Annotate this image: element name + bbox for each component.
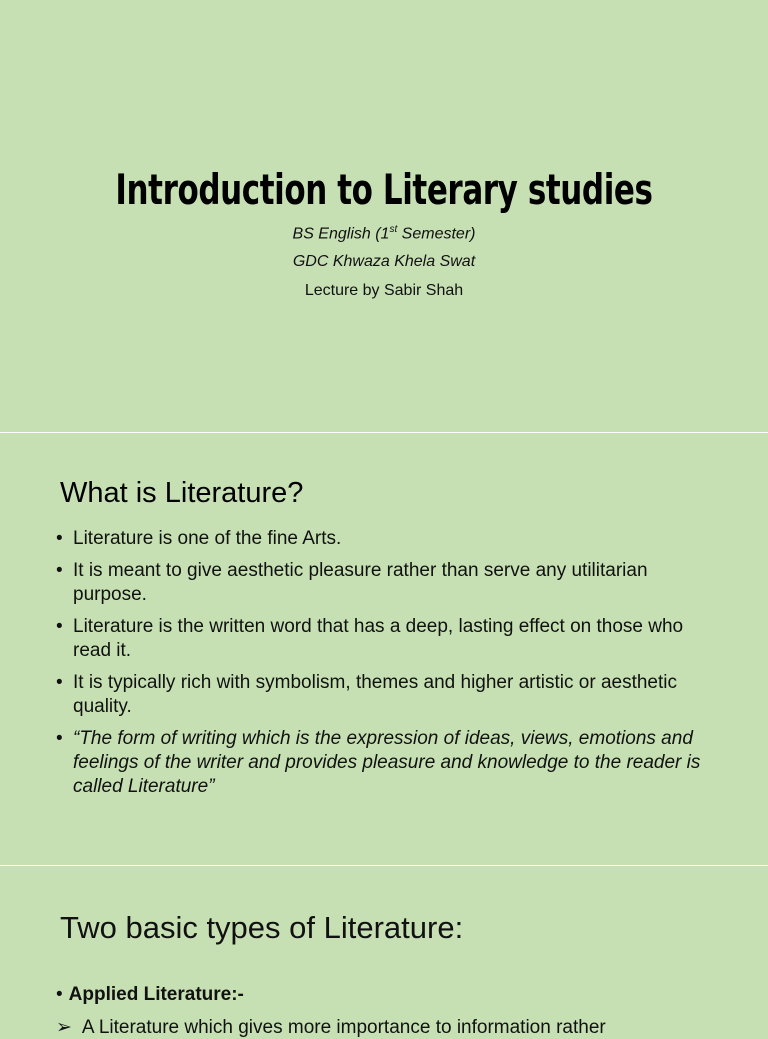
bullet-icon: •: [56, 984, 63, 1005]
list-item: [56, 671, 716, 719]
list-item-quote: [56, 727, 716, 799]
bullet-icon: •: [56, 728, 63, 749]
list-item-text: Literature is the written word that has a deep, lasting effect on those who read it.: [73, 616, 684, 661]
bullet-icon: •: [56, 528, 63, 549]
list-item-text: “The form of writing which is the expression of ideas, views, emotions and feelings of the writer and provides pleasure and knowledge to the reader is called Literature”: [73, 728, 701, 797]
course-line-text: BS English (1: [292, 225, 390, 243]
bullet-list: [56, 527, 716, 807]
list-item-text: Literature is one of the fine Arts.: [73, 528, 342, 549]
bullet-icon: •: [56, 560, 63, 581]
lecturer-line: Lecture by Sabir Shah: [304, 282, 464, 299]
college-line: GDC Khwaza Khela Swat: [292, 253, 476, 270]
list-item: [56, 984, 244, 1006]
course-line: [0, 224, 768, 243]
course-line-superscript: st: [389, 224, 398, 235]
list-item: [56, 615, 716, 663]
list-item: [56, 527, 716, 551]
sub-list-item-text: A Literature which gives more importance to information rather: [81, 1017, 606, 1038]
definition-slide: [0, 433, 768, 865]
types-slide: [0, 866, 768, 1038]
slide-heading: What is Literature?: [60, 477, 304, 509]
bullet-icon: •: [56, 672, 63, 693]
sub-list-item: [56, 1016, 606, 1039]
course-line-text-end: Semester): [397, 225, 476, 243]
arrow-bullet-icon: ➢: [56, 1017, 72, 1038]
bullet-icon: •: [56, 616, 63, 637]
list-item-text: It is meant to give aesthetic pleasure rather than serve any utilitarian purpose.: [73, 560, 648, 605]
title-slide: [0, 0, 768, 432]
slide-title: Introduction to Literary studies: [115, 165, 653, 214]
slide-heading: Two basic types of Literature:: [60, 910, 464, 945]
list-item-text: Applied Literature:-: [68, 984, 244, 1005]
list-item: [56, 559, 716, 607]
list-item-text: It is typically rich with symbolism, themes and higher artistic or aesthetic quality.: [73, 672, 677, 717]
